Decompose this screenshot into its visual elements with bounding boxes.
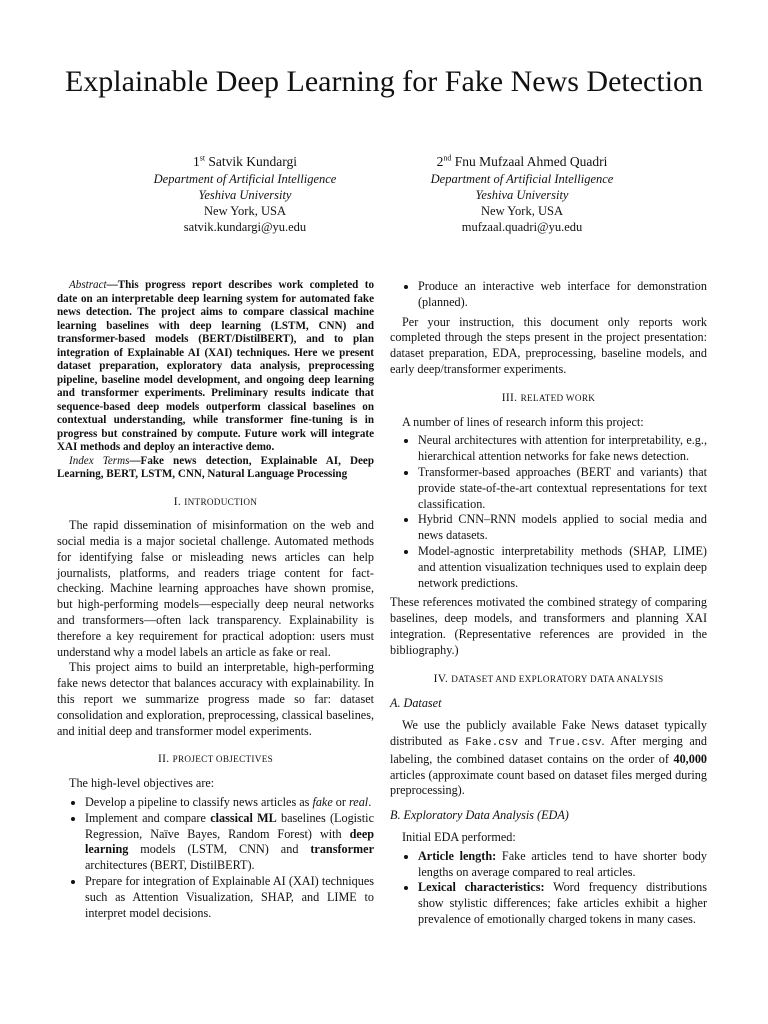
paragraph: The high-level objectives are: (69, 776, 215, 791)
section-heading-dataset-eda: IV. DATASET AND EXPLORATORY DATA ANALYSIS (433, 672, 664, 685)
abstract: Abstract—This progress report describes work completed to date on an interpretable deep learning system for automated fake news detection. The project aims to compare classical machine learning baselines with deep learning (LSTM, CNN) and transformer-based models (BERT/DistilBERT), and to plan integration of Explainable AI (XAI) techniques. Here we present dataset preparation, exploratory data analysis, preprocessing pipeline, baseline model development, and ongoing deep learning and transformer experiments. Preliminary results indicate that sequence-based deep models outperform classical baselines on contextual understanding, while transformer fine-tuning is in progress but constrained by compute. Future work will integrate XAI methods and deploy an interactive demo. (57, 279, 374, 453)
related-work-list (390, 433, 707, 591)
section-heading-objectives: II. PROJECT OBJECTIVES (157, 753, 274, 766)
right-column (390, 279, 707, 932)
section-heading-related-work: III. RELATED WORK (501, 391, 596, 404)
list-item: • Implement and compare classical ML baselines (Logistic Regression, Naïve Bayes, Random Forest) with deep learning models (LSTM, CNN) and transformer architectures (BERT, DistilBERT). (85, 811, 374, 874)
paragraph: The rapid dissemination of misinformation on the web and social media is a major societal challenge. Automated methods for identifying false or misleading news articles can help journalists, platforms, and readers triage content for fact-checking. Machine learning approaches have shown promise, but high-performing models—especially deep neural networks and transformers—often lack transparency. Explainability is therefore a key requirement for practical adoption: users must understand why a model labels an article as fake or real. (57, 518, 374, 659)
subsection-heading-dataset: A. Dataset (390, 696, 442, 711)
author-location: New York, USA (481, 204, 563, 218)
eda-list (390, 849, 707, 928)
subsection-heading-eda: B. Exploratory Data Analysis (EDA) (390, 808, 569, 823)
paragraph: This project aims to build an interpretable, high-performing fake news detector that balances accuracy with explainability. In this report we summarize progress made so far: dataset consolidation and exploration, preprocessing, classical baselines, and initial deep and transformer model experiments. (57, 660, 374, 738)
author-university: Yeshiva University (198, 188, 292, 202)
paragraph: These references motivated the combined strategy of comparing baselines, deep models, and transformers and planning XAI integration. (Representative references are provided in the bibliography.) (390, 595, 707, 657)
author-department: Department of Artificial Intelligence (153, 172, 337, 186)
list-item: • Produce an interactive web interface for demonstration (planned). (418, 279, 707, 311)
author-email: mufzaal.quadri@yu.edu (461, 220, 583, 234)
list-item: • Prepare for integration of Explainable AI (XAI) techniques such as Attention Visualization, SHAP, and LIME to interpret model decisions. (85, 874, 374, 921)
objectives-list (57, 795, 374, 921)
objectives-list-continued (390, 279, 707, 311)
list-item: • Model-agnostic interpretability methods (SHAP, LIME) and attention visualization techniques used to explain deep network predictions. (418, 544, 707, 591)
list-item: • Article length: Fake articles tend to have shorter body lengths on average compared to real articles. (418, 849, 707, 881)
list-item: • Neural architectures with attention for interpretability, e.g., hierarchical attention networks for fake news detection. (418, 433, 707, 465)
list-item: • Lexical characteristics: Word frequency distributions show stylistic differences; fake articles exhibit a higher prevalence of emotionally charged tokens in many cases. (418, 880, 707, 927)
author-block-2 (387, 153, 657, 235)
index-terms: Index Terms—Fake news detection, Explainable AI, Deep Learning, BERT, LSTM, CNN, Natural Language Processing (57, 454, 374, 480)
author-block-1 (110, 153, 380, 235)
list-item: • Hybrid CNN–RNN models applied to social media and news datasets. (418, 512, 707, 544)
author-location: New York, USA (204, 204, 286, 218)
list-item: • Develop a pipeline to classify news articles as fake or real. (85, 795, 374, 811)
paragraph: A number of lines of research inform this project: (402, 414, 644, 429)
paragraph: We use the publicly available Fake News dataset typically distributed as Fake.csv and True.csv. After merging and labeling, the combined dataset contains on the order of 40,000 articles (approximate count based on dataset files merged during preprocessing). (390, 718, 707, 798)
author-name: 1st Satvik Kundargi (192, 153, 298, 169)
author-name: 2nd Fnu Mufzaal Ahmed Quadri (436, 153, 608, 169)
author-university: Yeshiva University (475, 188, 569, 202)
paper-title: Explainable Deep Learning for Fake News Detection (64, 65, 704, 98)
section-heading-introduction: I. INTRODUCTION (173, 495, 258, 508)
author-department: Department of Artificial Intelligence (430, 172, 614, 186)
left-column (57, 279, 374, 925)
paragraph: Initial EDA performed: (402, 829, 516, 844)
paragraph: Per your instruction, this document only reports work completed through the steps present in the project presentation: dataset preparation, EDA, preprocessing, baseline models, and early deep/transformer experiments. (390, 314, 707, 376)
author-email: satvik.kundargi@yu.edu (183, 220, 307, 234)
list-item: • Transformer-based approaches (BERT and variants) that provide state-of-the-art contextual representations for text classification. (418, 465, 707, 512)
